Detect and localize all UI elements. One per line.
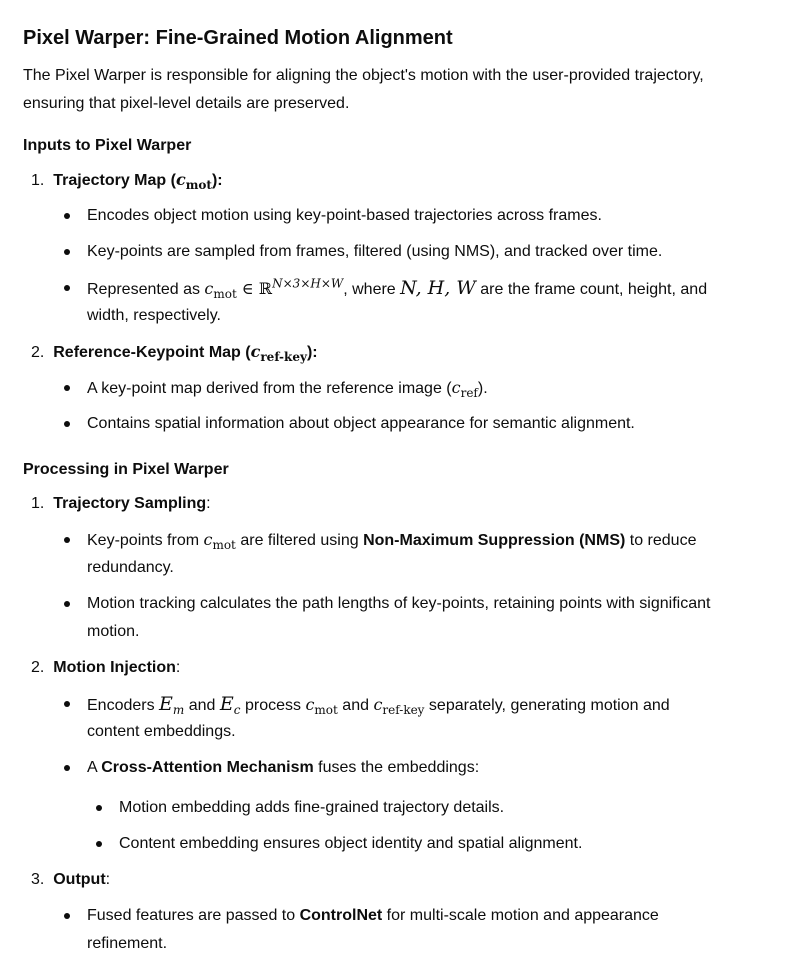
processing-item-1-bullet-1-cont: redundancy. — [87, 559, 174, 576]
bullet-dot — [64, 385, 70, 391]
inputs-item-1-bullet-3: Represented as $c_{mot}$ ∈ ℝ$^{N\times 3\times H\times W}$, where N, H, W are the frame count, height, and — [87, 276, 708, 302]
intro-paragraph: The Pixel Warper is responsible for aligning the object's motion with the user-provided trajectory, ensuring that pixel-level details are preserved. — [23, 67, 704, 112]
processing-item-1-bullet-2-cont: motion. — [87, 623, 140, 640]
processing-item-2-bullet-1: Encoders $E_m$ and $E_c$ process $c_{mot}$ and $c_{ref-key}$ separately, generating motion and — [87, 693, 670, 718]
bullet-dot — [64, 601, 70, 607]
bullet-dot — [64, 913, 70, 919]
processing-item-3-bullet-1: Fused features are passed to ControlNet for multi-scale motion and appearance — [87, 907, 659, 924]
bullet-dot — [64, 285, 70, 291]
inputs-item-1: 1. Trajectory Map $(c_{mot})$: — [31, 170, 223, 193]
processing-item-2-bullet-1-cont: content embeddings. — [87, 723, 236, 740]
processing-item-3-bullet-1-cont: refinement. — [87, 935, 168, 952]
inputs-item-2: 2. Reference-Keypoint Map $(c_{ref-key})$: — [31, 342, 318, 365]
bullet-dot — [64, 537, 70, 543]
processing-item-3: 3. Output: — [31, 871, 111, 888]
inputs-item-1-bullet-1: Encodes object motion using key-point-based trajectories across frames. — [87, 207, 602, 224]
inputs-item-2-bullet-1: A key-point map derived from the reference image $(c_{ref})$. — [87, 378, 488, 401]
processing-item-1-bullet-2: Motion tracking calculates the path lengths of key-points, retaining points with significant — [87, 595, 711, 612]
processing-item-2-bullet-2: A Cross-Attention Mechanism fuses the embeddings: — [87, 759, 480, 776]
bullet-dot — [64, 701, 70, 707]
sub-bullet-dot — [96, 841, 102, 847]
processing-item-1-bullet-1: Key-points from $c_{mot}$ are filtered using Non-Maximum Suppression (NMS) to reduce — [87, 530, 697, 553]
bullet-dot — [64, 249, 70, 255]
page-title: Pixel Warper: Fine-Grained Motion Alignment — [23, 27, 453, 49]
sub-bullet-dot — [96, 805, 102, 811]
processing-item-2: 2. Motion Injection: — [31, 659, 181, 676]
bullet-dot — [64, 213, 70, 219]
processing-item-2-subbullet-1: Motion embedding adds fine-grained trajectory details. — [119, 799, 505, 816]
processing-heading: Processing in Pixel Warper — [23, 461, 229, 478]
bullet-dot — [64, 421, 70, 427]
inputs-item-2-bullet-2: Contains spatial information about object appearance for semantic alignment. — [87, 415, 635, 432]
processing-item-1: 1. Trajectory Sampling: — [31, 495, 211, 512]
bullet-dot — [64, 765, 70, 771]
processing-item-2-subbullet-2: Content embedding ensures object identity and spatial alignment. — [119, 835, 583, 852]
inputs-item-1-bullet-3-cont: width, respectively. — [87, 307, 221, 324]
inputs-item-1-bullet-2: Key-points are sampled from frames, filtered (using NMS), and tracked over time. — [87, 243, 663, 260]
inputs-heading: Inputs to Pixel Warper — [23, 137, 192, 154]
